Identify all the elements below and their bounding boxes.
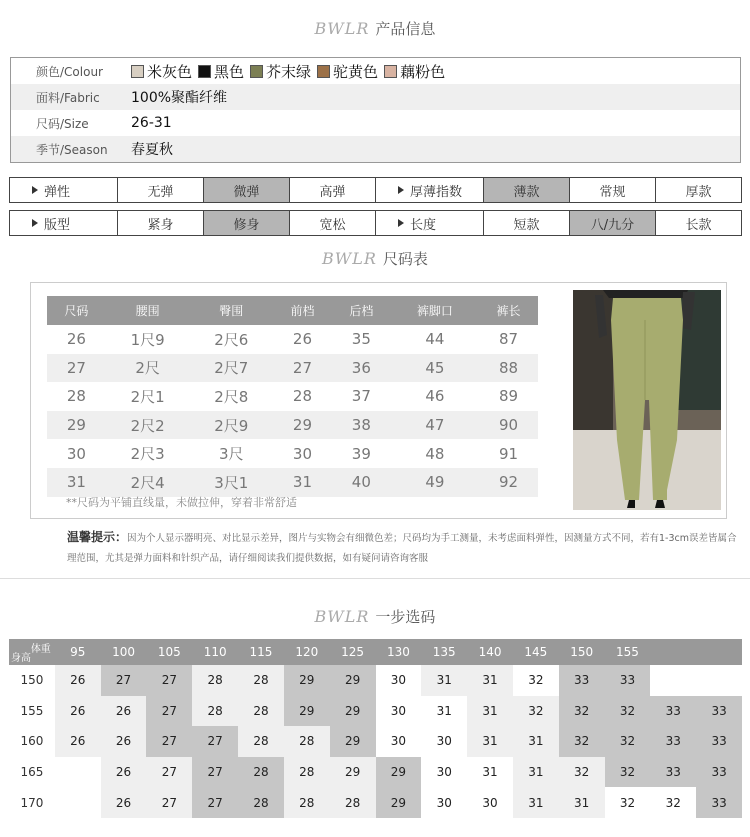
fabric-label: 面料/Fabric	[36, 90, 100, 105]
size-value: 26-31	[131, 115, 172, 131]
size-header-cell: 腰围	[106, 296, 190, 325]
tip-box	[67, 527, 737, 569]
size-cell: 49	[391, 468, 479, 497]
attribute-text: 厚薄指数	[410, 184, 463, 200]
triangle-icon	[32, 219, 38, 227]
attribute-text: 长度	[410, 217, 437, 233]
colour-name: 驼黄色	[333, 62, 379, 81]
attribute-option	[118, 211, 204, 235]
fit-cell: 31	[467, 696, 513, 727]
size-header-cell: 尺码	[47, 296, 106, 325]
fit-cell: 27	[192, 787, 238, 818]
size-cell: 48	[425, 444, 445, 463]
fit-cell: 32	[605, 726, 651, 757]
size-cell: 27	[273, 354, 332, 383]
attribute-text: 宽松	[319, 217, 346, 233]
size-cell: 47	[391, 411, 479, 440]
triangle-icon	[398, 219, 404, 227]
weight-header-cell: 125	[330, 639, 376, 665]
fit-cell: 26	[101, 757, 147, 788]
fit-cell: 29	[376, 757, 422, 788]
fit-cell: 32	[559, 757, 605, 788]
size-cell: 89	[498, 387, 519, 406]
fit-cell: 30	[421, 726, 467, 757]
colour-name: 黑色	[214, 62, 245, 81]
table-row	[47, 439, 538, 468]
fit-cell: 27	[192, 757, 238, 788]
weight-header-cell: 150	[559, 639, 605, 665]
fit-cell: 32	[559, 726, 605, 757]
size-cell: 88	[479, 354, 538, 383]
season-value: 春夏秋	[131, 142, 173, 158]
tip-label: 温馨提示：	[67, 530, 128, 544]
attribute-text: 紧身	[147, 217, 174, 233]
info-title-text: 产品信息	[375, 20, 436, 38]
attribute-option	[204, 178, 290, 202]
attribute-text: 八/九分	[590, 217, 635, 233]
weight-header-cell	[696, 639, 742, 665]
attribute-option	[204, 211, 290, 235]
table-row	[47, 325, 538, 354]
table-row	[47, 468, 538, 497]
size-note: **尺码为平铺直线量，未做拉伸，穿着非常舒适	[66, 496, 297, 509]
info-row-fabric	[11, 84, 740, 110]
weight-header-cell: 105	[146, 639, 192, 665]
fit-cell: 29	[376, 787, 422, 818]
fit-cell: 28	[238, 696, 284, 727]
fit-cell: 30	[376, 726, 422, 757]
weight-header-cell: 135	[421, 639, 467, 665]
attribute-option	[484, 178, 570, 202]
attribute-option	[290, 178, 376, 202]
season-label: 季节/Season	[36, 142, 108, 157]
table-row	[9, 726, 742, 757]
fit-cell: 29	[330, 757, 376, 788]
fit-cell: 33	[650, 757, 696, 788]
weight-header-cell: 110	[192, 639, 238, 665]
colour-swatch	[250, 65, 263, 78]
size-cell: 2尺8	[214, 387, 249, 406]
attribute-option	[570, 211, 656, 235]
size-header-cell: 裤长	[479, 296, 538, 325]
fit-cell: 28	[238, 787, 284, 818]
attribute-option	[290, 211, 376, 235]
colour-swatch	[131, 65, 144, 78]
attribute-text: 常规	[599, 184, 626, 200]
fit-cell: 32	[513, 665, 559, 696]
fit-cell: 29	[330, 726, 376, 757]
size-chart-panel	[30, 282, 727, 519]
size-cell: 2尺1	[130, 387, 165, 406]
fit-cell: 32	[650, 787, 696, 818]
fit-cell: 28	[238, 726, 284, 757]
fit-cell: 30	[376, 665, 422, 696]
fit-cell: 31	[467, 726, 513, 757]
size-cell: 28	[292, 387, 313, 406]
size-cell: 38	[332, 411, 391, 440]
size-cell: 40	[332, 468, 391, 497]
height-header-cell: 160	[9, 726, 55, 757]
fit-cell: 33	[650, 726, 696, 757]
fit-cell: 30	[376, 696, 422, 727]
brand-logo: BWLR	[314, 19, 370, 38]
size-cell: 87	[498, 330, 519, 349]
colour-name: 藕粉色	[400, 62, 446, 81]
height-header-cell: 155	[9, 696, 55, 727]
table-row	[47, 382, 538, 411]
fit-cell: 30	[421, 787, 467, 818]
fit-cell: 32	[513, 696, 559, 727]
size-recommendation-grid	[9, 639, 742, 818]
fit-cell	[650, 665, 696, 696]
fit-cell: 32	[559, 696, 605, 727]
fit-cell: 27	[101, 665, 147, 696]
size-cell: 29	[47, 411, 106, 440]
size-cell: 2尺2	[106, 411, 190, 440]
weight-header-cell: 145	[513, 639, 559, 665]
size-cell: 26	[66, 330, 86, 349]
product-photo	[573, 290, 721, 510]
fit-cell: 26	[101, 726, 147, 757]
colour-item	[250, 61, 311, 82]
attribute-text: 修身	[233, 217, 260, 233]
size-cell: 3尺1	[189, 468, 273, 497]
fit-corner-cell	[9, 639, 55, 665]
fit-cell: 33	[650, 696, 696, 727]
attribute-heading	[376, 178, 484, 202]
size-section-title	[0, 248, 750, 269]
fit-cell: 29	[330, 696, 376, 727]
size-cell: 92	[479, 468, 538, 497]
fit-section-title	[0, 606, 750, 627]
fit-cell: 27	[146, 757, 192, 788]
attribute-text: 长款	[685, 217, 712, 233]
fit-cell: 27	[146, 726, 192, 757]
weight-axis-label: 体重	[30, 644, 51, 655]
fit-cell: 27	[146, 696, 192, 727]
size-table	[47, 296, 538, 497]
info-row-colour	[11, 58, 740, 84]
fit-cell: 26	[101, 787, 147, 818]
height-axis-label: 身高	[11, 653, 31, 664]
attribute-option	[484, 211, 570, 235]
size-title-text: 尺码表	[382, 250, 428, 268]
size-cell: 31	[47, 468, 106, 497]
colour-item	[317, 61, 378, 82]
weight-header-cell: 100	[101, 639, 147, 665]
fit-cell: 29	[284, 696, 330, 727]
fit-cell: 28	[284, 787, 330, 818]
fit-cell: 26	[55, 726, 101, 757]
section-divider	[0, 578, 750, 579]
size-label: 尺码/Size	[36, 116, 89, 131]
attribute-text: 薄款	[513, 184, 540, 200]
size-header-cell: 裤脚口	[391, 296, 479, 325]
size-cell: 90	[479, 411, 538, 440]
attribute-option	[570, 178, 656, 202]
fit-cell: 31	[421, 665, 467, 696]
attribute-option	[656, 211, 741, 235]
fit-cell	[55, 757, 101, 788]
size-cell: 44	[425, 330, 445, 349]
fit-cell: 26	[101, 696, 147, 727]
size-cell: 36	[332, 354, 391, 383]
fit-cell: 31	[513, 787, 559, 818]
tip-text: 因为个人显示器明亮、对比显示差异，图片与实物会有细微色差；尺码均为手工测量，未考虑面料弹性，因测量方式不同，若有1-3cm误差皆属合理范围，尤其是弹力面料和针织产品，请仔细阅读我们提供数据，如有疑问请咨询客服	[67, 533, 737, 564]
product-info-table	[10, 57, 741, 163]
weight-header-cell	[650, 639, 696, 665]
attribute-row-elasticity	[9, 177, 742, 203]
fit-cell	[55, 787, 101, 818]
size-cell: 35	[351, 330, 371, 349]
size-cell: 26	[292, 330, 313, 349]
table-row	[47, 411, 538, 440]
info-section-title	[0, 18, 750, 39]
fit-cell: 33	[559, 665, 605, 696]
size-cell: 39	[351, 444, 371, 463]
colour-item	[198, 61, 244, 82]
fit-cell: 31	[513, 757, 559, 788]
fit-cell: 28	[330, 787, 376, 818]
fit-cell: 29	[330, 665, 376, 696]
size-header-cell: 前档	[273, 296, 332, 325]
fit-cell: 32	[605, 757, 651, 788]
fit-cell: 31	[467, 757, 513, 788]
size-cell: 30	[66, 444, 86, 463]
fit-cell: 33	[696, 787, 742, 818]
size-cell: 37	[351, 387, 371, 406]
triangle-icon	[32, 186, 38, 194]
fabric-value: 100%聚酯纤维	[131, 90, 228, 106]
fit-title-text: 一步选码	[375, 608, 436, 626]
colour-label: 颜色/Colour	[36, 64, 103, 79]
colour-swatch	[317, 65, 330, 78]
weight-header-cell: 115	[238, 639, 284, 665]
attribute-text: 微弹	[233, 184, 260, 200]
size-cell: 31	[273, 468, 332, 497]
attribute-text: 厚款	[685, 184, 712, 200]
weight-header-cell: 155	[605, 639, 651, 665]
size-cell: 2尺	[106, 354, 190, 383]
attribute-heading	[10, 178, 118, 202]
fit-cell: 27	[192, 726, 238, 757]
attribute-text: 无弹	[147, 184, 174, 200]
size-table-header	[47, 296, 538, 325]
weight-header-cell: 130	[376, 639, 422, 665]
weight-header-cell: 120	[284, 639, 330, 665]
fit-cell: 26	[55, 696, 101, 727]
size-cell: 2尺9	[189, 411, 273, 440]
size-cell: 30	[292, 444, 313, 463]
brand-logo: BWLR	[314, 607, 370, 626]
fit-cell: 33	[696, 726, 742, 757]
table-row	[9, 696, 742, 727]
brand-logo: BWLR	[322, 249, 377, 268]
size-cell: 2尺7	[189, 354, 273, 383]
fit-header-row	[9, 639, 742, 665]
weight-header-cell: 95	[55, 639, 101, 665]
attribute-heading	[10, 211, 118, 235]
fit-cell: 32	[605, 696, 651, 727]
colour-swatch	[198, 65, 211, 78]
height-header-cell: 170	[9, 787, 55, 818]
size-cell: 3尺	[218, 445, 244, 464]
table-row	[47, 354, 538, 383]
fit-cell: 31	[559, 787, 605, 818]
size-cell: 2尺6	[214, 330, 249, 349]
fit-cell: 31	[513, 726, 559, 757]
size-cell: 28	[66, 387, 86, 406]
size-header-cell: 臀围	[189, 296, 273, 325]
fit-cell: 33	[605, 665, 651, 696]
colour-swatch	[384, 65, 397, 78]
size-cell: 29	[273, 411, 332, 440]
info-row-size	[11, 110, 740, 136]
attribute-row-fit	[9, 210, 742, 236]
height-header-cell: 165	[9, 757, 55, 788]
fit-cell: 27	[146, 665, 192, 696]
attribute-heading	[376, 211, 484, 235]
attribute-text: 高弹	[319, 184, 346, 200]
fit-cell: 27	[146, 787, 192, 818]
size-cell: 46	[425, 387, 445, 406]
size-cell: 1尺9	[130, 330, 165, 349]
fit-cell: 28	[284, 757, 330, 788]
weight-header-cell: 140	[467, 639, 513, 665]
fit-cell: 28	[238, 757, 284, 788]
colour-name: 芥末绿	[266, 62, 312, 81]
size-cell: 91	[498, 444, 519, 463]
fit-cell: 26	[55, 665, 101, 696]
fit-cell: 29	[284, 665, 330, 696]
size-header-cell: 后档	[332, 296, 391, 325]
fit-cell: 31	[421, 696, 467, 727]
fit-cell: 31	[467, 665, 513, 696]
fit-cell: 33	[696, 757, 742, 788]
info-row-season	[11, 136, 740, 162]
attribute-text: 短款	[513, 217, 540, 233]
table-row	[9, 757, 742, 788]
table-row	[9, 787, 742, 818]
fit-cell: 28	[238, 665, 284, 696]
triangle-icon	[398, 186, 404, 194]
fit-cell: 30	[421, 757, 467, 788]
colour-item	[131, 61, 192, 82]
size-cell: 27	[47, 354, 106, 383]
size-cell: 45	[391, 354, 479, 383]
attribute-text: 弹性	[44, 184, 71, 200]
size-cell: 2尺4	[106, 468, 190, 497]
fit-cell	[696, 665, 742, 696]
fit-cell: 30	[467, 787, 513, 818]
colour-name: 米灰色	[147, 62, 193, 81]
fit-cell: 33	[696, 696, 742, 727]
colour-item	[384, 61, 445, 82]
attribute-option	[118, 178, 204, 202]
fit-cell: 32	[605, 787, 651, 818]
fit-cell: 28	[192, 665, 238, 696]
size-cell: 2尺3	[130, 445, 165, 464]
attribute-option	[656, 178, 741, 202]
attribute-text: 版型	[44, 217, 71, 233]
colour-list	[131, 61, 451, 82]
table-row	[9, 665, 742, 696]
height-header-cell: 150	[9, 665, 55, 696]
fit-cell: 28	[284, 726, 330, 757]
fit-cell: 28	[192, 696, 238, 727]
